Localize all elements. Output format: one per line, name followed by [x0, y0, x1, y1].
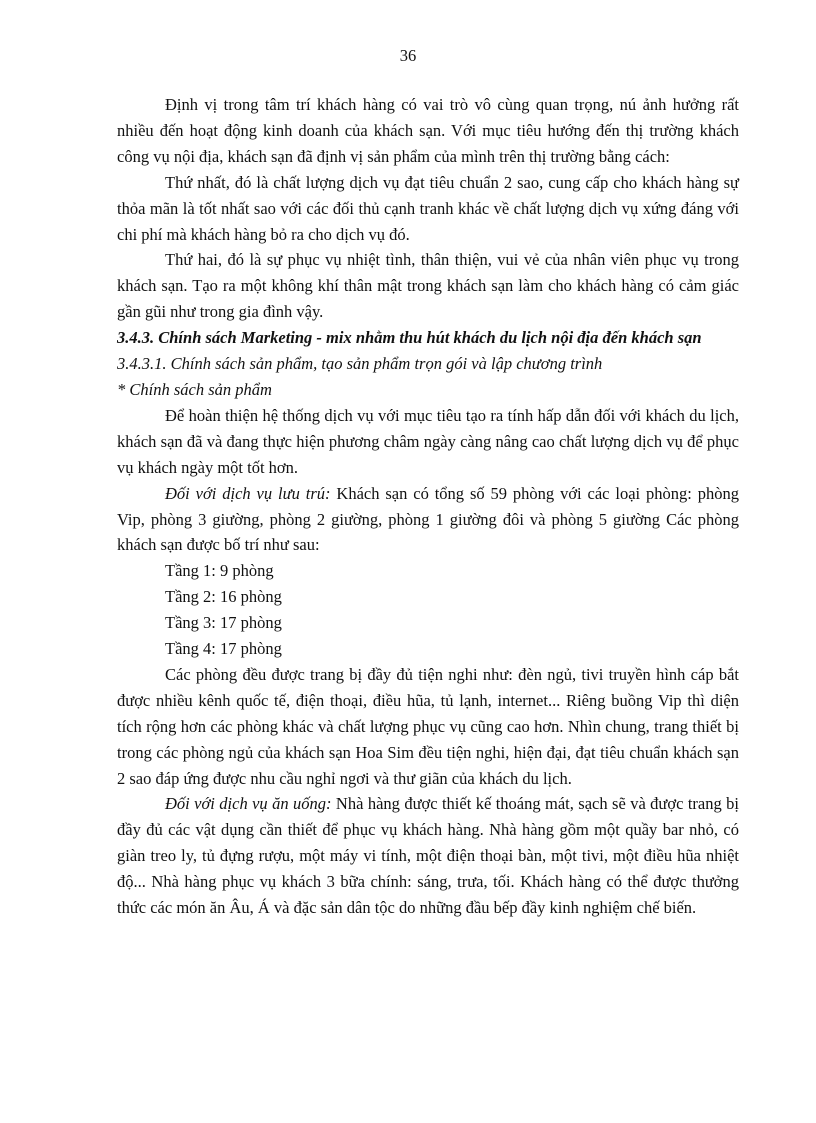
section-heading-3-4-3: 3.4.3. Chính sách Marketing - mix nhằm thu hút khách du lịch nội địa đến khách sạn: [117, 328, 702, 348]
accommodation-text: Khách sạn có tổng số 59 phòng với các loại phòng: phòng Vip, phòng 3 giường, phòng 2 giường, phòng 1 giường đôi và phòng 5 giường Các phòng khách sạn được bố trí như sau:: [117, 483, 740, 555]
accommodation-lead: Đối với dịch vụ lưu trú:: [165, 483, 331, 503]
paragraph-second-point: Thứ hai, đó là sự phục vụ nhiệt tình, thân thiện, vui vẻ của nhân viên phục vụ trong khách sạn. Tạo ra một không khí thân mật trong khách sạn làm cho khách hàng có cảm giác gần gũi như trong gia đình vậy.: [117, 250, 739, 322]
document-body: [117, 92, 739, 921]
paragraph-positioning-intro: Định vị trong tâm trí khách hàng có vai trò vô cùng quan trọng, nú ảnh hưởng rất nhiều đến hoạt động kinh doanh của khách sạn. Với mục tiêu hướng đến thị trường khách công vụ nội địa, khách sạn đã định vị sản phẩm của mình trên thị trường bằng cách:: [117, 95, 739, 166]
dining-lead: Đối với dịch vụ ăn uống:: [165, 794, 332, 814]
page-number: 36: [399, 46, 417, 65]
dining-text: Nhà hàng được thiết kế thoáng mát, sạch sẽ và được trang bị đầy đủ các vật dụng cần thiết để phục vụ khách hàng. Nhà hàng gồm một quầy bar nhỏ, có giàn treo ly, tủ đựng rượu, một máy vi tính, một điện thoại bàn, một tivi, một điều hũa nhiệt độ... Nhà hàng phục vụ khách 3 bữa chính: sáng, trưa, tối. Khách hàng có thể được thưởng thức các món ăn Âu, Á và đặc sản dân tộc do những đầu bếp đầy kinh nghiệm chế biến.: [117, 794, 739, 918]
floor-item: Tầng 4: 17 phòng: [165, 639, 282, 659]
floor-item: Tầng 1: 9 phòng: [165, 561, 274, 581]
paragraph-dining: [117, 791, 739, 921]
floor-item: Tầng 2: 16 phòng: [165, 587, 282, 607]
paragraph-first-point: Thứ nhất, đó là chất lượng dịch vụ đạt tiêu chuẩn 2 sao, cung cấp cho khách hàng sự thỏa mãn là tốt nhất sao với các đối thủ cạnh tranh khác về chất lượng dịch vụ xứng đáng với chi phí mà khách hàng bỏ ra cho dịch vụ đó.: [117, 172, 739, 244]
paragraph-accommodation: [117, 481, 739, 559]
subsection-heading-3-4-3-1: 3.4.3.1. Chính sách sản phẩm, tạo sản phẩm trọn gói và lập chương trình: [117, 354, 603, 374]
paragraph-service-system: Để hoàn thiện hệ thống dịch vụ với mục tiêu tạo ra tính hấp dẫn đối với khách du lịch, khách sạn đã và đang thực hiện phương châm ngày càng nâng cao chất lượng dịch vụ để phục vụ khách ngày một tốt hơn.: [117, 405, 739, 477]
bullet-heading-product-policy: * Chính sách sản phẩm: [117, 379, 272, 399]
floor-item: Tầng 3: 17 phòng: [165, 613, 282, 633]
paragraph-room-amenities: Các phòng đều được trang bị đầy đủ tiện nghi như: đèn ngủ, tivi truyền hình cáp bắt được nhiều kênh quốc tế, điện thoại, điều hũa, tủ lạnh, internet... Riêng buồng Vip thì diện tích rộng hơn các phòng khác và chất lượng phục vụ cũng cao hơn. Nhìn chung, trang thiết bị trong các phòng ngủ của khách sạn Hoa Sim đều tiện nghi, hiện đại, đạt tiêu chuẩn khách sạn 2 sao đáp ứng được nhu cầu nghỉ ngơi và thư giãn của khách du lịch.: [117, 664, 739, 788]
